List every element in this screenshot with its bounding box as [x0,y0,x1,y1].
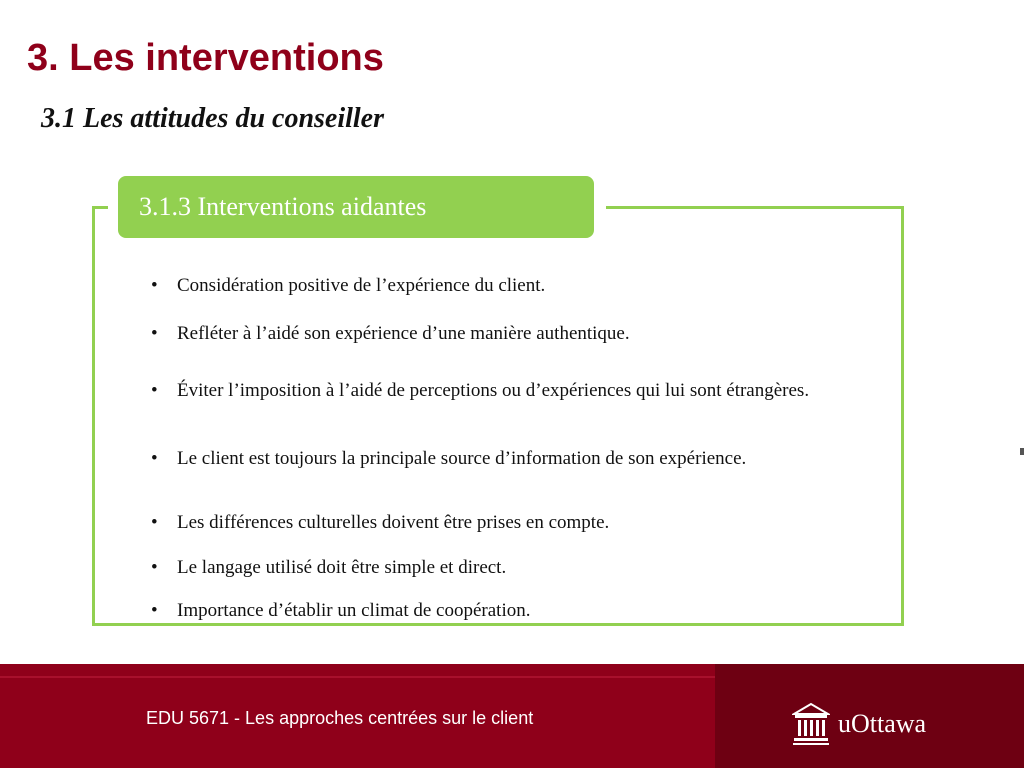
slide-subtitle: 3.1 Les attitudes du conseiller [41,103,384,134]
bullet-item [151,322,841,345]
bullet-text: Importance d’établir un climat de coopération. [177,600,531,621]
bullet-dot: • [151,275,158,296]
bullet-text: Considération positive de l’expérience du client. [177,275,546,296]
bullet-text: Éviter l’imposition à l’aidé de perceptions ou d’expériences qui lui sont étrangères. [177,380,810,401]
uottawa-logo [792,702,926,746]
building-icon [792,702,830,746]
bullet-item [151,379,841,402]
bullet-text: Le langage utilisé doit être simple et direct. [177,557,507,578]
slide-title: 3. Les interventions [27,37,384,79]
bullet-item [151,599,841,622]
bullet-dot: • [151,380,158,401]
bullet-dot: • [151,557,158,578]
bullet-dot: • [151,512,158,533]
bullet-item [151,511,841,534]
bullet-dot: • [151,323,158,344]
bullet-dot: • [151,600,158,621]
bullet-dot: • [151,448,158,469]
section-header: 3.1.3 Interventions aidantes [118,176,594,238]
logo-text: uOttawa [838,709,927,738]
bullet-text: Les différences culturelles doivent être prises en compte. [177,512,610,533]
bullet-item [151,274,841,297]
bullet-text: Refléter à l’aidé son expérience d’une manière authentique. [177,323,630,344]
bullet-item [151,447,841,470]
bullet-text: Le client est toujours la principale source d’information de son expérience. [177,448,747,469]
edge-mark [1020,448,1024,455]
footer-course-text: EDU 5671 - Les approches centrées sur le client [146,708,534,728]
bullet-item [151,556,841,579]
